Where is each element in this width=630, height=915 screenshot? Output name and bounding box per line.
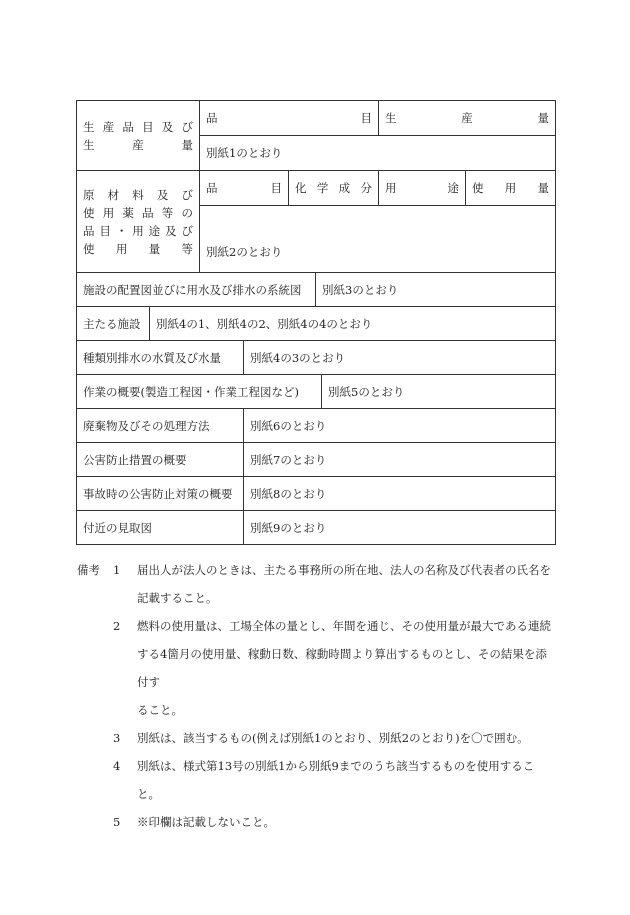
remark-text: 別紙は、様式第13号の別紙1から別紙9までのうち該当するものを使用すること。 bbox=[137, 759, 535, 801]
registration-form-table bbox=[76, 100, 556, 545]
row-vicinity-map bbox=[77, 510, 555, 544]
remark-item-2-cont2 bbox=[77, 696, 557, 724]
row-value: 別紙7のとおり bbox=[243, 443, 555, 476]
row-work-overview bbox=[77, 374, 555, 408]
label-char: 用 bbox=[115, 241, 128, 256]
label-char: 生 bbox=[83, 137, 95, 152]
label-char: 量 bbox=[181, 137, 193, 152]
label-char: 産 bbox=[461, 111, 473, 125]
remark-text: 燃料の使用量は、工場全体の量とし、年間を通じ、その使用量が最大である連続 bbox=[137, 619, 551, 633]
materials-col-item bbox=[200, 171, 288, 205]
row-value: 別紙6のとおり bbox=[243, 409, 555, 442]
row-label: 事故時の公害防止対策の概要 bbox=[83, 486, 233, 501]
label-char: 使 bbox=[83, 205, 95, 220]
materials-label-line3 bbox=[83, 222, 193, 240]
remark-text: 届出人が法人のときは、主たる事務所の所在地、法人の名称及び代表者の氏名を bbox=[137, 563, 551, 577]
label-char: 学 bbox=[316, 181, 329, 195]
label-char: 量 bbox=[148, 241, 161, 256]
row-layout-diagram bbox=[77, 272, 555, 306]
label-char: 及 bbox=[156, 187, 169, 202]
label-char: び bbox=[181, 119, 193, 134]
label-char: 使 bbox=[472, 181, 484, 195]
label-char: び bbox=[181, 187, 193, 202]
production-header-row bbox=[200, 101, 555, 136]
row-wastewater-quality bbox=[77, 340, 555, 374]
row-waste-disposal bbox=[77, 408, 555, 442]
label-char: 用 bbox=[132, 223, 144, 238]
row-main-facilities bbox=[77, 306, 555, 340]
remarks-section bbox=[77, 556, 557, 836]
label-char: 薬 bbox=[122, 205, 134, 220]
materials-header-row bbox=[200, 171, 555, 206]
materials-content bbox=[199, 171, 555, 272]
materials-col-use bbox=[378, 171, 465, 205]
label-char: 品 bbox=[206, 111, 218, 125]
label-char: 品 bbox=[206, 181, 218, 195]
production-label-line1 bbox=[83, 118, 193, 136]
remark-number: 5 bbox=[113, 815, 121, 829]
label-char: 等 bbox=[181, 241, 193, 256]
label-char: 化 bbox=[295, 181, 307, 195]
row-label: 廃棄物及びその処理方法 bbox=[83, 418, 210, 433]
materials-label bbox=[77, 171, 199, 272]
label-char: 成 bbox=[338, 181, 351, 195]
remark-item-1 bbox=[77, 556, 557, 584]
label-char: 生 bbox=[83, 119, 95, 134]
label-char: 品 bbox=[142, 205, 154, 220]
label-char: 途 bbox=[447, 181, 459, 195]
row-value: 別紙9のとおり bbox=[243, 511, 555, 544]
label-char: 目 bbox=[142, 119, 154, 134]
row-value: 別紙8のとおり bbox=[243, 477, 555, 510]
row-value: 別紙5のとおり bbox=[321, 375, 555, 408]
materials-label-line2 bbox=[83, 204, 193, 222]
remark-text: ること。 bbox=[137, 703, 183, 717]
row-value: 別紙4の1、別紙4の2、別紙4の4のとおり bbox=[149, 307, 555, 340]
production-col-item bbox=[200, 101, 378, 135]
materials-label-line1 bbox=[83, 186, 193, 204]
label-char: 使 bbox=[83, 241, 95, 256]
label-char: 用 bbox=[102, 205, 115, 220]
label-char: 及 bbox=[161, 119, 174, 134]
row-pollution-prevention bbox=[77, 442, 555, 476]
label-char: 材 bbox=[107, 187, 120, 202]
remark-number: 2 bbox=[113, 619, 121, 633]
remark-item-2 bbox=[77, 612, 557, 640]
label-char: 品 bbox=[83, 223, 95, 238]
label-char: 量 bbox=[537, 181, 549, 195]
materials-col-chem bbox=[288, 171, 378, 205]
production-value: 別紙1のとおり bbox=[206, 146, 283, 160]
production-label-line2 bbox=[83, 136, 193, 154]
label-char: 原 bbox=[83, 187, 95, 202]
remark-item-5 bbox=[77, 808, 557, 836]
label-char: び bbox=[181, 223, 193, 238]
label-char: 生 bbox=[385, 111, 397, 125]
label-char: 用 bbox=[504, 181, 517, 195]
label-char: 用 bbox=[385, 181, 397, 195]
label-char: ・ bbox=[115, 223, 128, 238]
production-col-qty bbox=[378, 101, 555, 135]
remark-number: 3 bbox=[113, 731, 121, 745]
label-char: 品 bbox=[122, 119, 134, 134]
production-label bbox=[77, 101, 199, 170]
label-char: 途 bbox=[148, 223, 161, 238]
label-char: 目 bbox=[360, 111, 372, 125]
remark-item-4 bbox=[77, 752, 557, 808]
row-value: 別紙3のとおり bbox=[315, 273, 555, 306]
label-char: 量 bbox=[537, 111, 549, 125]
label-char: 料 bbox=[132, 187, 144, 202]
remark-text: 記載すること。 bbox=[137, 591, 218, 605]
remark-item-3 bbox=[77, 724, 557, 752]
row-label: 公害防止措置の概要 bbox=[83, 452, 187, 467]
label-char: 等 bbox=[161, 205, 174, 220]
remark-text: 別紙は、該当するもの(例えば別紙1のとおり、別紙2のとおり)を〇で囲む。 bbox=[137, 731, 529, 745]
production-content bbox=[199, 101, 555, 170]
row-label: 作業の概要(製造工程図・作業工程図など) bbox=[83, 384, 299, 399]
remark-text: ※印欄は記載しないこと。 bbox=[137, 815, 275, 829]
label-char: 分 bbox=[360, 181, 372, 195]
remarks-heading: 備考 bbox=[77, 563, 100, 577]
label-char: 産 bbox=[132, 137, 144, 152]
materials-value: 別紙2のとおり bbox=[206, 245, 283, 259]
remark-text: する4箇月の使用量、稼動日数、稼動時間より算出するものとし、その結果を添付す bbox=[137, 647, 547, 689]
remark-item-1-cont bbox=[77, 584, 557, 612]
row-label: 主たる施設 bbox=[83, 316, 141, 331]
remark-number: 4 bbox=[113, 759, 121, 773]
row-label: 付近の見取図 bbox=[83, 520, 152, 535]
label-char: 目 bbox=[99, 223, 111, 238]
row-value: 別紙4の3のとおり bbox=[243, 341, 555, 374]
label-char: 及 bbox=[165, 223, 177, 238]
label-char: の bbox=[181, 205, 193, 220]
label-char: 産 bbox=[102, 119, 115, 134]
production-block bbox=[77, 101, 555, 170]
row-accident-measures bbox=[77, 476, 555, 510]
materials-block bbox=[77, 170, 555, 272]
label-char: 目 bbox=[270, 181, 282, 195]
materials-label-line4 bbox=[83, 240, 193, 258]
row-label: 種類別排水の水質及び水量 bbox=[83, 350, 221, 365]
row-label: 施設の配置図並びに用水及び排水の系統図 bbox=[83, 282, 302, 297]
materials-col-qty bbox=[465, 171, 555, 205]
remark-number: 1 bbox=[113, 563, 121, 577]
remark-item-2-cont1 bbox=[77, 640, 557, 696]
